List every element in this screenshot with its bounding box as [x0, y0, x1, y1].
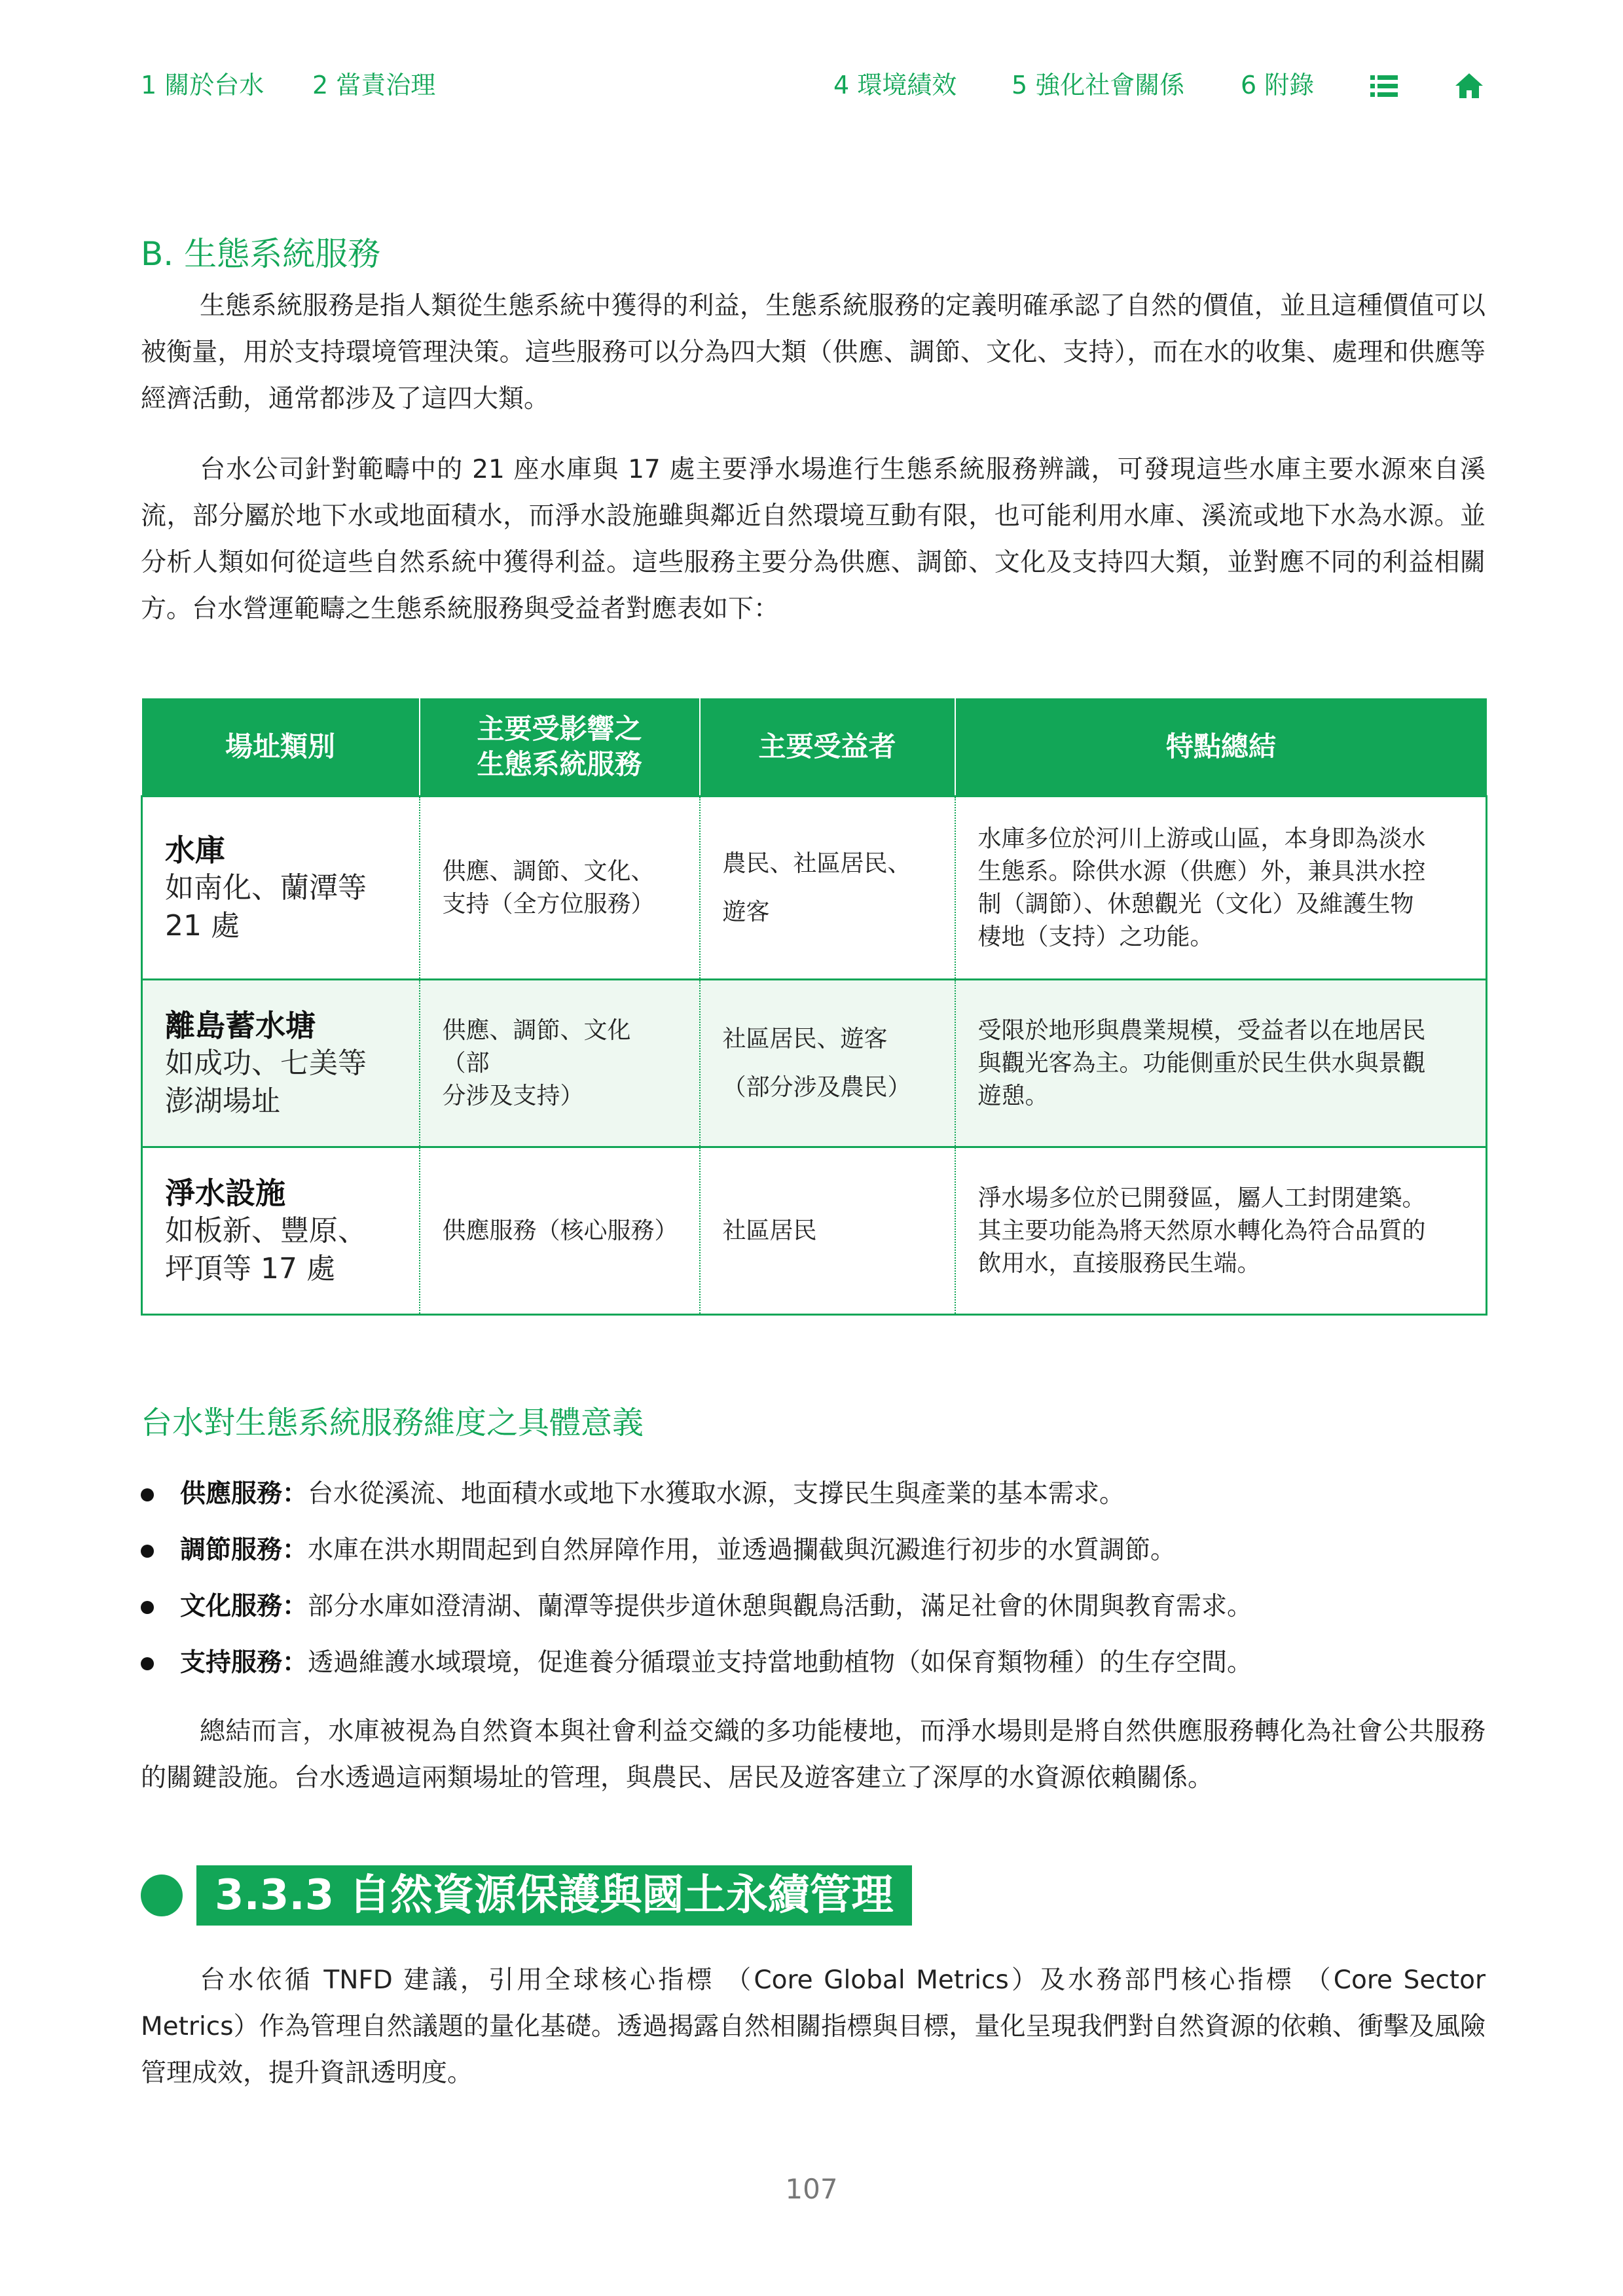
list-item: [141, 1635, 1486, 1691]
bullet-text: 台水從溪流、地面積水或地下水獲取水源，支撐民生與產業的基本需求。: [308, 1479, 1125, 1509]
header-services-line1: 主要受影響之: [477, 713, 642, 745]
service-line: 支持（全方位服務）: [442, 890, 655, 918]
summary-cell: [955, 980, 1487, 1147]
list-item: [141, 1579, 1486, 1635]
summary-cell: [955, 1147, 1487, 1315]
summary-line: 淨水場多位於已開發區，屬人工封閉建築。: [977, 1184, 1426, 1211]
header-site-type: 場址類別: [142, 698, 420, 797]
header-services-line2: 生態系統服務: [477, 748, 642, 780]
site-desc: 澎湖場址: [165, 1084, 280, 1118]
nav-environment[interactable]: 4 環境績效: [833, 71, 957, 99]
bullet-icon: [141, 1488, 154, 1501]
site-cell: [142, 980, 420, 1147]
service-line: 供應服務（核心服務）: [442, 1217, 678, 1244]
nav-social[interactable]: 5 強化社會關係: [1012, 71, 1185, 99]
table-row: [142, 797, 1487, 980]
site-name: 淨水設施: [165, 1175, 285, 1211]
subsection-title: 台水對生態系統服務維度之具體意義: [141, 1405, 644, 1441]
table-header-row: [142, 698, 1487, 797]
summary-line: 水庫多位於河川上游或山區，本身即為淡水: [977, 825, 1426, 852]
heading-bullet-icon: [141, 1874, 183, 1916]
site-name: 離島蓄水塘: [165, 1007, 316, 1043]
beneficiary-cell: [700, 1147, 955, 1315]
service-line: 分涉及支持）: [442, 1082, 584, 1109]
bullet-term: 調節服務：: [180, 1535, 308, 1565]
beneficiary-line: 社區居民: [722, 1217, 817, 1244]
service-line: 供應、調節、文化（部: [442, 1016, 631, 1077]
site-cell: [142, 1147, 420, 1315]
header-beneficiaries: 主要受益者: [700, 698, 955, 797]
section-333-paragraph: 台水依循 TNFD 建議，引用全球核心指標 （Core Global Metrics）及水務部門核心指標 （Core Sector Metrics）作為管理自然議題的量化基礎。透過揭露自然相關指標與目標，量化呈現我們對自然資源的依賴、衝擊及風險管理成效，提升資訊透明度。: [141, 1965, 1486, 2088]
beneficiary-cell: [700, 797, 955, 980]
beneficiary-line: 社區居民、遊客: [722, 1025, 888, 1052]
list-item: [141, 1466, 1486, 1522]
section-title: B. 生態系統服務: [141, 235, 381, 273]
summary-line: 制（調節）、休憩觀光（文化）及維護生物: [977, 890, 1414, 918]
site-desc: 21 處: [165, 908, 240, 942]
bullet-text: 部分水庫如澄清湖、蘭潭等提供步道休憩與觀鳥活動，滿足社會的休閒與教育需求。: [308, 1592, 1253, 1621]
bullet-text: 水庫在洪水期間起到自然屏障作用，並透過攔截與沉澱進行初步的水質調節。: [308, 1535, 1176, 1565]
bullet-icon: [141, 1601, 154, 1614]
summary-line: 飲用水，直接服務民生端。: [977, 1249, 1261, 1277]
home-icon[interactable]: [1455, 72, 1483, 99]
beneficiary-cell: [700, 980, 955, 1147]
nav-governance[interactable]: 2 當責治理: [312, 71, 436, 99]
bullet-term: 供應服務：: [180, 1479, 308, 1509]
bullet-icon: [141, 1545, 154, 1558]
site-desc: 如南化、蘭潭等: [165, 870, 367, 905]
beneficiary-line: 遊客: [722, 898, 770, 925]
nav-about[interactable]: 1 關於台水: [141, 71, 264, 99]
site-desc: 如板新、豐原、: [165, 1213, 367, 1247]
service-line: 供應、調節、文化、: [442, 857, 655, 885]
beneficiary-line: （部分涉及農民）: [722, 1073, 911, 1101]
site-desc: 如成功、七美等: [165, 1046, 367, 1080]
list-item: [141, 1522, 1486, 1579]
site-desc: 坪頂等 17 處: [165, 1251, 335, 1285]
section-333-title: 3.3.3 自然資源保護與國土永續管理: [196, 1865, 912, 1926]
bullet-term: 支持服務：: [180, 1648, 308, 1677]
summary-cell: [955, 797, 1487, 980]
summary-line: 生態系。除供水源（供應）外，兼具洪水控: [977, 857, 1426, 885]
top-navigation: [141, 65, 1483, 105]
analysis-paragraph: 台水公司針對範疇中的 21 座水庫與 17 處主要淨水場進行生態系統服務辨識，可發現這些水庫主要水源來自溪流，部分屬於地下水或地面積水，而淨水設施雖與鄰近自然環境互動有限，也可能利用水庫、溪流或地下水為水源。並分析人類如何從這些自然系統中獲得利益。這些服務主要分為供應、調節、文化及支持四大類，並對應不同的利益相關方。台水營運範疇之生態系統服務與受益者對應表如下：: [141, 455, 1486, 624]
site-name: 水庫: [165, 832, 225, 868]
site-cell: [142, 797, 420, 980]
bullet-text: 透過維護水域環境，促進養分循環並支持當地動植物（如保育類物種）的生存空間。: [308, 1648, 1253, 1677]
ecosystem-services-table: [141, 698, 1487, 1316]
page-number: 107: [785, 2173, 838, 2205]
intro-paragraph: 生態系統服務是指人類從生態系統中獲得的利益，生態系統服務的定義明確承認了自然的價值，並且這種價值可以被衡量，用於支持環境管理決策。這些服務可以分為四大類（供應、調節、文化、支持），而在水的收集、處理和供應等經濟活動，通常都涉及了這四大類。: [141, 291, 1486, 414]
bullet-term: 文化服務：: [180, 1592, 308, 1621]
service-cell: [420, 797, 700, 980]
header-summary: 特點總結: [955, 698, 1487, 797]
bullet-icon: [141, 1657, 154, 1670]
conclusion-paragraph: 總結而言，水庫被視為自然資本與社會利益交織的多功能棲地，而淨水場則是將自然供應服務轉化為社會公共服務的關鍵設施。台水透過這兩類場址的管理，與農民、居民及遊客建立了深厚的水資源依賴關係。: [141, 1717, 1486, 1793]
nav-appendix[interactable]: 6 附錄: [1241, 71, 1315, 99]
summary-line: 棲地（支持）之功能。: [977, 923, 1214, 950]
service-cell: [420, 1147, 700, 1315]
table-row: [142, 980, 1487, 1147]
summary-line: 受限於地形與農業規模，受益者以在地居民: [977, 1016, 1426, 1044]
summary-line: 遊憩。: [977, 1082, 1049, 1109]
list-icon[interactable]: [1370, 72, 1398, 99]
header-services: [420, 698, 700, 797]
summary-line: 與觀光客為主。功能側重於民生供水與景觀: [977, 1049, 1426, 1077]
table-row: [142, 1147, 1487, 1315]
service-cell: [420, 980, 700, 1147]
beneficiary-line: 農民、社區居民、: [722, 850, 911, 877]
summary-line: 其主要功能為將天然原水轉化為符合品質的: [977, 1217, 1426, 1244]
service-bullet-list: [141, 1466, 1486, 1691]
